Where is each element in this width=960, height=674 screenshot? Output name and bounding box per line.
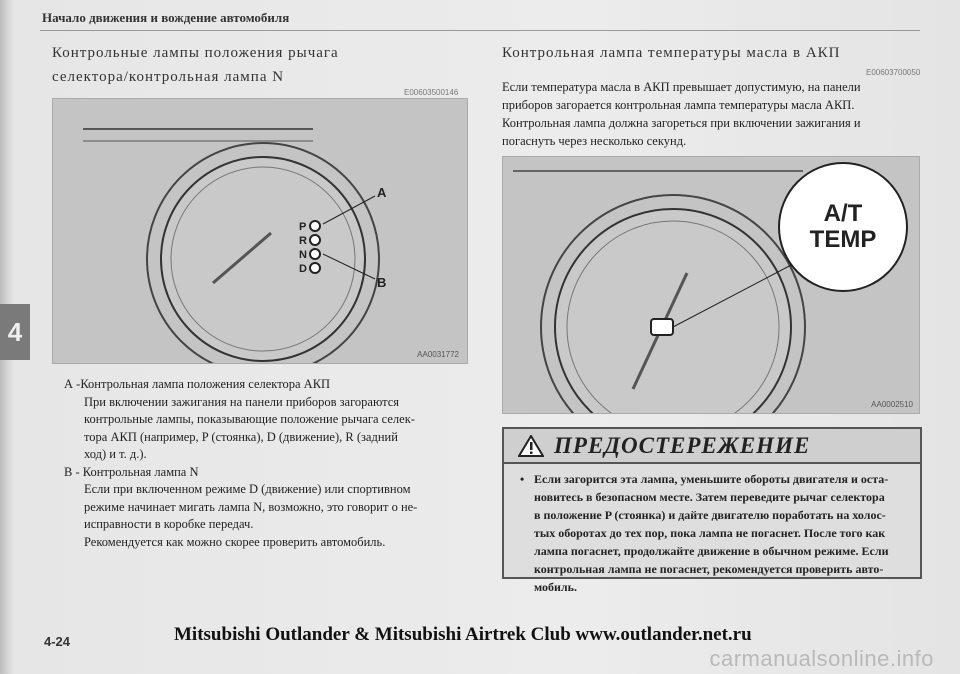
gauge-inner-ring [555, 209, 791, 413]
selector-lamp-legend [64, 376, 484, 551]
gear-label-d: D [299, 263, 307, 275]
warning-line: Если загорится эта лампа, уменьшите обороты двигателя и оста- [534, 472, 889, 486]
warning-line: новитесь в безопасном месте. Затем переведите рычаг селектора [534, 490, 885, 504]
atf-lamp-icon [651, 319, 673, 335]
gauge-illustration [53, 99, 467, 363]
gear-label-n: N [299, 249, 307, 261]
warning-line: контрольная лампа не погаснет, рекомендуется проверить авто- [534, 562, 884, 576]
figure-label: AA0031772 [417, 350, 459, 359]
gear-label-p: P [299, 221, 307, 233]
warning-line: в положение P (стоянка) и дайте двигателю поработать на холос- [534, 508, 886, 522]
callout-a: A [377, 185, 387, 200]
legend-b-text: Если при включенном режиме D (движение) или спортивном [84, 482, 411, 496]
legend-b-text: режиме начинает мигать лампа N, возможно, это говорит о не- [84, 499, 418, 514]
gear-lamp-d [310, 263, 320, 273]
atf-temp-figure [502, 156, 920, 414]
paragraph-line: приборов загорается контрольная лампа температуры масла АКП. [502, 98, 855, 112]
watermark: carmanualsonline.info [709, 646, 934, 671]
atf-temp-description [502, 78, 922, 150]
footer-club-link[interactable]: Mitsubishi Outlander & Mitsubishi Airtrek Club www.outlander.net.ru [174, 624, 752, 645]
paragraph-line: Контрольная лампа должна загореться при включении зажигания и [502, 116, 861, 130]
legend-a-text: ход) и т. д.). [84, 447, 147, 461]
right-section-code: E00603700050 [866, 68, 921, 77]
paragraph-line: Если температура масла в АКП превышает допустимую, на панели [502, 80, 861, 94]
gear-lamp-n [310, 249, 320, 259]
gear-label-r: R [299, 235, 307, 247]
legend-a-text: контрольные лампы, показывающие положение рычага селек- [84, 412, 415, 426]
paragraph-line: погаснуть через несколько секунд. [502, 134, 687, 148]
lamp-text-at: A/T [823, 200, 863, 227]
atf-gauge-illustration [503, 157, 919, 413]
legend-a-text: тора АКП (например, P (стоянка), D (движение), R (задний [84, 429, 398, 444]
left-section-code: E00603500146 [404, 88, 459, 97]
legend-b-heading: B - Контрольная лампа N [64, 464, 199, 479]
warning-title: ПРЕДОСТЕРЕЖЕНИЕ [554, 432, 811, 458]
lamp-text-temp: TEMP [809, 226, 877, 253]
figure-label: AA0002510 [871, 400, 913, 409]
gear-lamp-r [310, 235, 320, 245]
warning-line: тых оборотах до тех пор, пока лампа не погаснет. После того как [534, 526, 886, 540]
warning-header [504, 429, 920, 464]
header-divider [40, 30, 920, 31]
warning-box [502, 427, 922, 594]
page-number: 4-24 [44, 634, 71, 649]
legend-b-text: Рекомендуется как можно скорее проверить автомобиль. [84, 534, 386, 549]
gear-lamp-p [310, 221, 320, 231]
legend-b-text: исправности в коробке передач. [84, 517, 254, 531]
legend-a-heading: А -Контрольная лампа положения селектора АКП [64, 377, 331, 391]
chapter-tab: 4 [0, 304, 30, 360]
left-section-title-line2: селектора/контрольная лампа N [52, 69, 285, 85]
bullet-icon: • [520, 472, 525, 486]
left-section-title-line1: Контрольные лампы положения рычага [52, 45, 339, 61]
warning-line: мобиль. [534, 580, 578, 594]
section-header: Начало движения и вождение автомобиля [42, 10, 290, 25]
selector-lamp-figure [52, 98, 468, 364]
legend-a-text: При включении зажигания на панели приборов загораются [84, 394, 400, 409]
warning-text [504, 464, 920, 596]
callout-b: B [377, 275, 387, 290]
right-section-title: Контрольная лампа температуры масла в АКП [502, 45, 841, 61]
warning-triangle-icon [518, 435, 544, 457]
warning-line: лампа погаснет, продолжайте движение в обычном режиме. Если [534, 544, 889, 558]
